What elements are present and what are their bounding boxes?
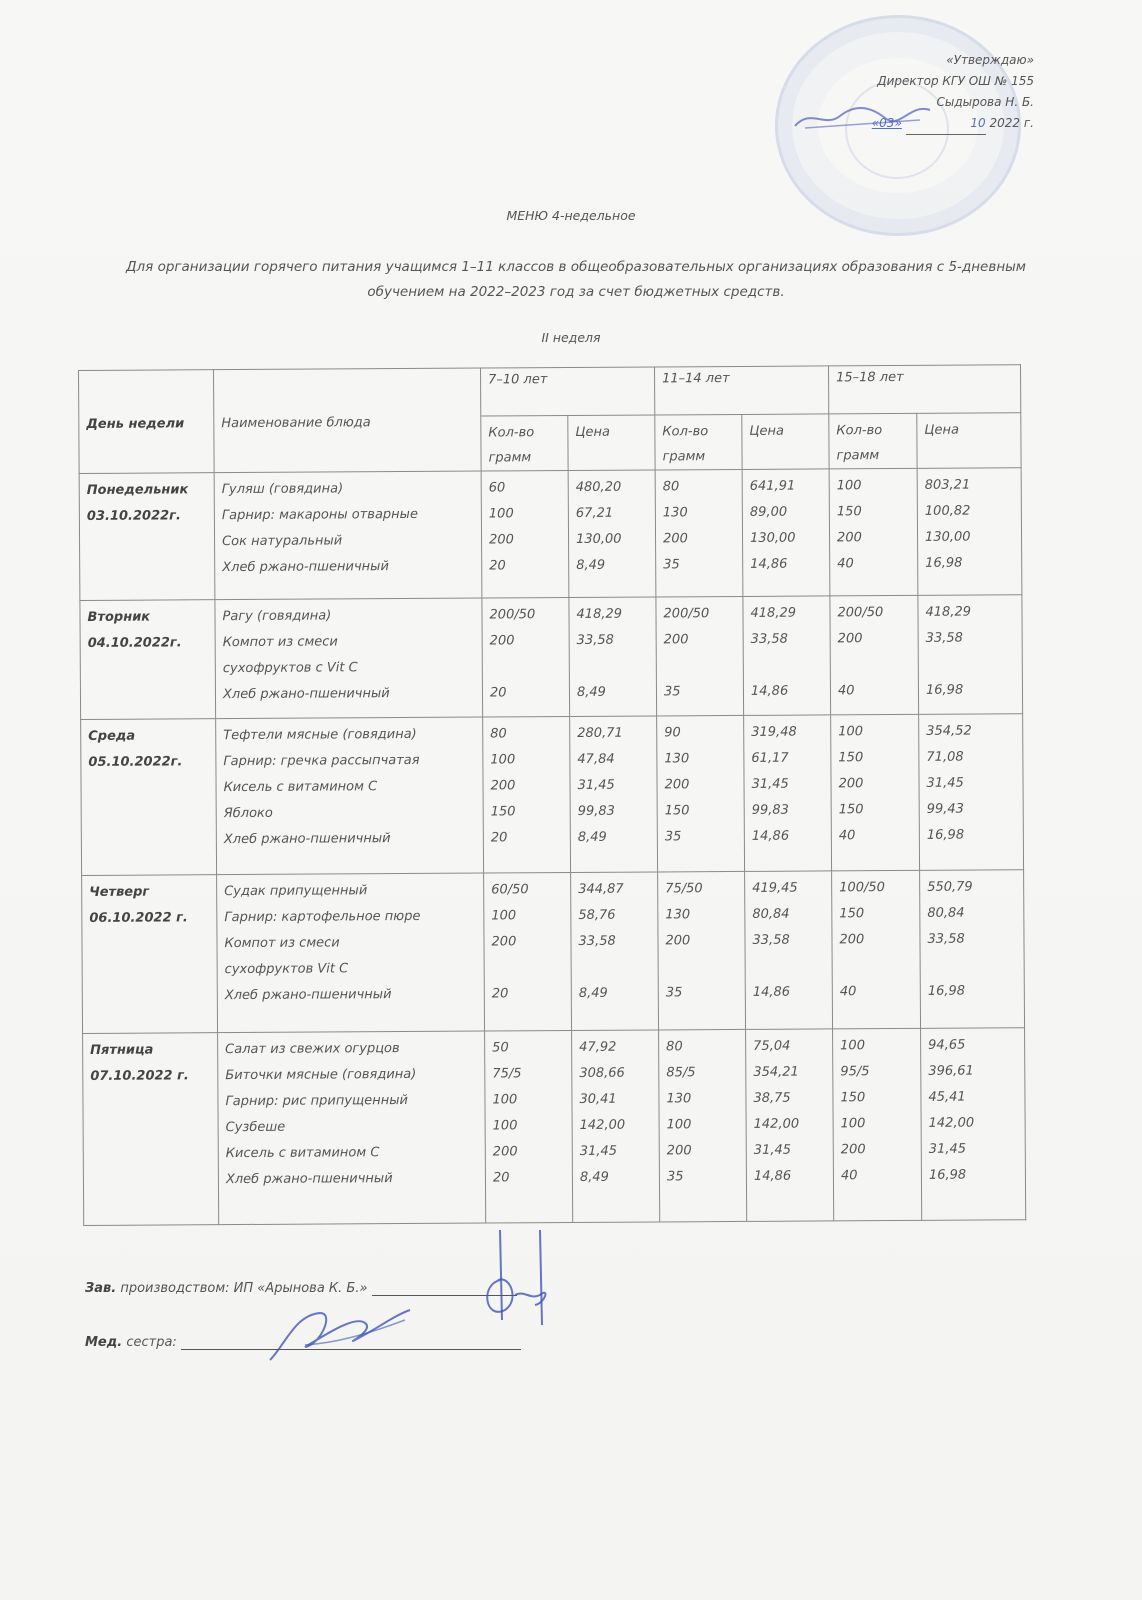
price-value: 8,49	[578, 985, 608, 1001]
price-value: 33,58	[927, 931, 965, 947]
dish-name: Кисель с витамином С	[225, 1145, 380, 1162]
price-value: 396,61	[928, 1063, 974, 1079]
price-value: 418,29	[750, 605, 797, 621]
dish-name: Гарнир: рис припущенный	[225, 1092, 409, 1110]
qty-value: 100	[666, 1117, 692, 1133]
qty-value	[664, 653, 737, 679]
price-value: 99,43	[926, 801, 964, 817]
qty-value: 200	[662, 531, 688, 547]
week-label: II неделя	[541, 330, 601, 345]
price-value: 71,08	[926, 749, 964, 765]
price-value: 33,58	[925, 630, 963, 646]
approved-label: «Утверждаю»	[946, 53, 1034, 67]
qty-value: 80	[666, 1039, 683, 1055]
qty-cell	[657, 715, 745, 872]
header-price: Цена	[742, 414, 829, 470]
dish-name: Яблоко	[223, 805, 273, 822]
price-value	[926, 651, 1016, 678]
qty-cell	[831, 714, 920, 871]
price-value: 641,91	[749, 478, 796, 494]
qty-value: 100	[492, 1092, 518, 1108]
qty-value: 200	[492, 1144, 518, 1160]
qty-value: 100	[491, 908, 517, 924]
header-age-group-1: 7–10 лет	[480, 367, 654, 416]
price-value: 130,00	[749, 530, 796, 546]
price-value: 80,84	[752, 906, 790, 922]
day-date: 06.10.2022 г.	[89, 910, 188, 926]
dish-name: Хлеб ржано-пшеничный	[222, 559, 389, 576]
qty-value: 200	[663, 632, 689, 648]
day-date: 04.10.2022г.	[87, 635, 182, 651]
qty-value: 40	[838, 828, 856, 844]
manager-signature-icon	[470, 1225, 580, 1325]
dish-name: Компот из смеси	[224, 935, 340, 952]
approver-position: Директор КГУ ОШ № 155	[877, 74, 1034, 88]
qty-value: 200	[665, 933, 691, 949]
header-age-group-2: 11–14 лет	[654, 366, 828, 415]
qty-value	[492, 955, 565, 981]
dish-name: сухофруктов Vit C	[224, 961, 349, 978]
header-day: День недели	[79, 370, 215, 474]
manager-line	[85, 1281, 517, 1296]
dish-name: Хлеб ржано-пшеничный	[225, 1171, 393, 1188]
header-dish: Наименование блюда	[214, 368, 482, 473]
table-row	[81, 714, 1024, 876]
price-value: 38,75	[753, 1090, 791, 1106]
day-name: Четверг	[89, 884, 150, 900]
nurse-signature-icon	[265, 1305, 415, 1365]
qty-value: 150	[839, 906, 865, 922]
price-value: 16,98	[925, 555, 963, 571]
day-cell	[83, 1033, 219, 1226]
qty-value: 200	[491, 934, 517, 950]
qty-value: 150	[838, 802, 864, 818]
price-value: 14,86	[750, 556, 788, 572]
dish-name: Сузбеше	[225, 1119, 286, 1136]
price-cell	[742, 469, 830, 597]
approval-year: 2022 г.	[989, 116, 1034, 130]
dish-name: Гарнир: макароны отварные	[221, 506, 418, 524]
qty-value: 20	[491, 986, 509, 1002]
price-value: 99,83	[751, 802, 789, 818]
price-cell	[918, 595, 1023, 715]
qty-value: 200/50	[837, 605, 884, 621]
qty-value: 35	[663, 684, 681, 700]
price-value: 354,52	[926, 723, 972, 739]
price-cell	[920, 870, 1025, 1029]
price-cell	[746, 1029, 834, 1222]
day-cell	[82, 875, 218, 1034]
table-row	[82, 870, 1025, 1034]
dish-name: Кисель с витамином С	[223, 779, 378, 796]
price-value: 16,98	[928, 1167, 967, 1183]
price-value: 89,00	[749, 504, 788, 520]
qty-value: 130	[665, 907, 691, 923]
header-qty: Кол-во грамм	[655, 414, 742, 470]
qty-value: 100	[488, 506, 514, 522]
price-value: 33,58	[576, 632, 614, 648]
dish-name: Биточки мясные (говядина)	[225, 1066, 417, 1084]
dish-name: Салат из свежих огурцов	[225, 1041, 400, 1058]
qty-value: 40	[840, 1168, 858, 1184]
price-value: 61,17	[751, 750, 789, 766]
price-value: 419,45	[752, 880, 798, 896]
day-name: Пятница	[90, 1042, 154, 1058]
price-value: 550,79	[927, 879, 973, 895]
table-row	[83, 1028, 1026, 1226]
qty-value: 200	[489, 633, 515, 649]
qty-value: 60	[488, 480, 506, 496]
dish-name: Компот из смеси	[222, 634, 338, 651]
price-value: 45,41	[928, 1089, 966, 1105]
header-price: Цена	[917, 413, 1021, 469]
price-value: 16,98	[926, 827, 965, 843]
day-date: 05.10.2022г.	[88, 754, 183, 770]
price-value: 480,20	[575, 479, 622, 495]
price-value: 142,00	[753, 1116, 800, 1132]
price-value: 130,00	[924, 529, 971, 545]
qty-value: 35	[665, 985, 683, 1001]
day-date: 07.10.2022 г.	[90, 1068, 189, 1084]
price-value: 344,87	[578, 881, 624, 897]
qty-value: 100	[836, 478, 862, 494]
dish-cell	[215, 598, 483, 719]
qty-value: 90	[664, 725, 681, 741]
director-signature-icon	[790, 98, 940, 138]
price-value: 8,49	[577, 829, 607, 845]
qty-value: 200	[489, 532, 514, 548]
price-value: 99,83	[577, 803, 615, 819]
price-value: 31,45	[926, 775, 964, 791]
qty-value: 20	[489, 558, 506, 574]
price-value: 16,98	[927, 983, 966, 999]
price-cell	[572, 1030, 660, 1223]
price-value	[928, 952, 1018, 979]
nurse-text: сестра:	[126, 1335, 177, 1350]
qty-value: 60/50	[491, 882, 529, 898]
qty-value: 35	[663, 557, 680, 573]
approval-day: «03»	[871, 116, 902, 130]
menu-body	[79, 468, 1026, 1226]
price-value: 130,00	[575, 531, 622, 547]
price-value: 33,58	[752, 932, 790, 948]
document-subtitle: Для организации горячего питания учащимся 1–11 классов в общеобразовательных организациях образования с 5-дневным обучением на 2022–2023 год за счет бюджетных средств.	[126, 259, 1026, 300]
price-value: 94,65	[928, 1037, 966, 1053]
manager-label: Зав.	[85, 1281, 117, 1296]
qty-value: 150	[838, 750, 864, 766]
qty-value: 200/50	[489, 607, 536, 623]
price-value: 31,45	[577, 777, 615, 793]
qty-value: 80	[490, 726, 507, 742]
qty-value: 100	[492, 1118, 518, 1134]
qty-value	[838, 652, 912, 678]
price-value: 14,86	[753, 1168, 792, 1184]
qty-value: 130	[664, 751, 690, 767]
day-cell	[79, 473, 215, 601]
dish-name: Сок натуральный	[222, 533, 343, 550]
qty-value: 40	[837, 556, 854, 572]
price-cell	[571, 872, 659, 1031]
nurse-label: Мед.	[85, 1335, 123, 1350]
price-value: 8,49	[576, 684, 606, 700]
price-value: 14,86	[751, 828, 790, 844]
qty-value: 20	[492, 1170, 510, 1186]
qty-value: 50	[492, 1040, 509, 1056]
price-value: 47,84	[577, 751, 615, 767]
qty-value: 200	[666, 1143, 692, 1159]
price-cell	[921, 1028, 1026, 1221]
dish-name: Хлеб ржано-пшеничный	[222, 686, 390, 703]
qty-value: 200	[664, 777, 690, 793]
qty-value: 150	[490, 804, 516, 820]
dish-name: Хлеб ржано-пшеничный	[223, 831, 391, 848]
price-value: 31,45	[753, 1142, 792, 1158]
price-value: 142,00	[579, 1117, 626, 1133]
qty-cell	[829, 468, 918, 596]
day-cell	[80, 600, 216, 720]
qty-value: 40	[837, 683, 855, 699]
price-value: 803,21	[924, 477, 971, 493]
dish-name: Гуляш (говядина)	[221, 481, 344, 498]
qty-cell	[484, 873, 572, 1032]
qty-value	[490, 654, 563, 680]
manager-text: производством: ИП «Арынова К. Б.»	[120, 1281, 368, 1296]
dish-name: Судак припущенный	[224, 883, 368, 900]
qty-cell	[482, 598, 570, 718]
price-value: 30,41	[579, 1091, 617, 1107]
price-cell	[743, 596, 831, 716]
qty-value: 40	[839, 984, 857, 1000]
qty-value: 200	[837, 631, 863, 647]
price-cell	[744, 715, 832, 872]
dish-name: Рагу (говядина)	[222, 608, 332, 625]
qty-value: 100	[838, 724, 864, 740]
price-value	[753, 953, 826, 979]
price-value: 418,29	[576, 606, 623, 622]
price-value: 75,04	[753, 1038, 791, 1054]
price-cell	[745, 871, 833, 1030]
price-value: 31,45	[928, 1141, 967, 1157]
day-cell	[81, 719, 217, 876]
qty-value: 150	[836, 504, 862, 520]
approval-month: 10	[970, 116, 986, 130]
qty-value: 75/5	[492, 1066, 522, 1082]
qty-cell	[481, 471, 569, 599]
qty-value	[840, 953, 914, 979]
price-value: 8,49	[576, 557, 606, 573]
price-value: 67,21	[575, 505, 614, 521]
header-price: Цена	[568, 415, 655, 471]
qty-value: 200	[840, 1142, 866, 1158]
qty-cell	[659, 1029, 747, 1222]
qty-value: 85/5	[666, 1065, 696, 1081]
price-value	[751, 652, 824, 678]
price-value: 31,45	[579, 1143, 618, 1159]
qty-cell	[655, 469, 743, 597]
price-value: 14,86	[750, 683, 789, 699]
dish-cell	[216, 717, 484, 875]
qty-value: 200/50	[663, 606, 710, 622]
price-cell	[568, 470, 656, 598]
price-value: 142,00	[928, 1115, 975, 1131]
qty-value: 200	[836, 530, 862, 546]
menu-table	[78, 364, 1026, 1226]
day-name: Понедельник	[86, 482, 189, 498]
qty-value: 95/5	[840, 1064, 870, 1080]
qty-value: 20	[489, 685, 507, 701]
price-value: 47,92	[579, 1039, 617, 1055]
price-value: 16,98	[925, 682, 964, 698]
qty-cell	[833, 1028, 922, 1221]
day-name: Среда	[88, 728, 136, 744]
qty-value: 20	[490, 830, 508, 846]
dish-cell	[217, 873, 485, 1033]
table-row	[79, 468, 1022, 601]
qty-value: 100/50	[839, 880, 885, 896]
qty-value: 200	[838, 776, 864, 792]
day-name: Вторник	[87, 609, 151, 625]
price-value: 80,84	[927, 905, 965, 921]
price-value: 31,45	[751, 776, 789, 792]
document-title: МЕНЮ 4-недельное	[506, 208, 636, 223]
qty-value: 100	[840, 1116, 866, 1132]
dish-cell	[218, 1031, 486, 1225]
table-row	[80, 595, 1023, 720]
qty-value: 130	[666, 1091, 692, 1107]
price-value	[579, 955, 652, 981]
qty-value: 150	[664, 803, 690, 819]
qty-value: 100	[490, 752, 516, 768]
price-value	[577, 654, 650, 680]
header-qty: Кол-во грамм	[481, 416, 568, 472]
qty-cell	[830, 595, 919, 715]
header-qty: Кол-во грамм	[829, 413, 917, 469]
qty-value: 200	[839, 932, 865, 948]
dish-name: Тефтели мясные (говядина)	[223, 726, 417, 744]
dish-name: Гарнир: картофельное пюре	[224, 908, 421, 926]
qty-cell	[658, 871, 746, 1030]
dish-name: Хлеб ржано-пшеничный	[224, 987, 392, 1004]
qty-cell	[656, 596, 744, 716]
qty-cell	[485, 1030, 573, 1223]
price-value: 14,86	[752, 984, 791, 1000]
price-value: 280,71	[577, 725, 623, 741]
qty-cell	[832, 870, 921, 1029]
price-value: 58,76	[578, 907, 616, 923]
header-age-group-3: 15–18 лет	[828, 365, 1020, 414]
price-value: 354,21	[753, 1064, 799, 1080]
qty-cell	[483, 717, 571, 874]
dish-name: Гарнир: гречка рассыпчатая	[223, 752, 420, 770]
qty-value: 75/50	[665, 881, 703, 897]
qty-value	[666, 954, 739, 980]
qty-value: 100	[840, 1038, 866, 1054]
qty-value: 200	[490, 778, 516, 794]
dish-name: сухофруктов с Vit C	[222, 660, 358, 677]
qty-value: 35	[664, 829, 682, 845]
qty-value: 130	[662, 505, 688, 521]
price-value: 33,58	[750, 631, 788, 647]
price-value: 308,66	[579, 1065, 625, 1081]
qty-value: 35	[666, 1169, 684, 1185]
price-value: 8,49	[579, 1169, 609, 1185]
price-value: 100,82	[924, 503, 971, 519]
approver-name: Сыдырова Н. Б.	[936, 95, 1034, 109]
price-cell	[919, 714, 1024, 871]
qty-value: 150	[840, 1090, 866, 1106]
price-value: 319,48	[751, 724, 797, 740]
price-cell	[569, 597, 657, 717]
price-value: 33,58	[578, 933, 616, 949]
price-cell	[917, 468, 1022, 596]
price-value: 418,29	[925, 604, 972, 620]
day-date: 03.10.2022г.	[86, 508, 181, 524]
qty-value: 80	[662, 479, 680, 495]
price-cell	[570, 716, 658, 873]
dish-cell	[214, 471, 482, 600]
